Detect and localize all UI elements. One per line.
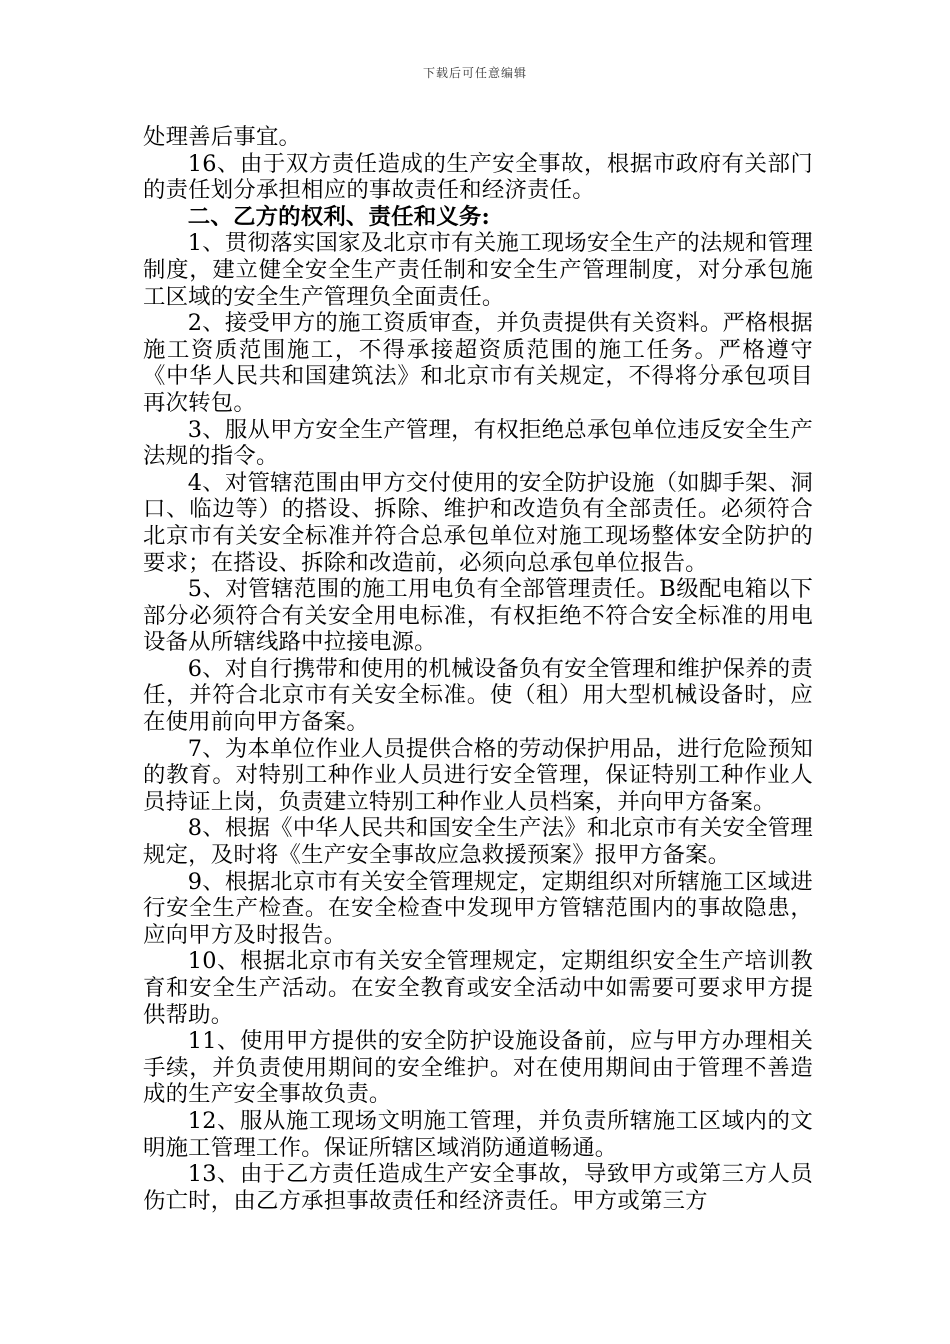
paragraph-item-4: 4、对管辖范围由甲方交付使用的安全防护设施（如脚手架、洞口、临边等）的搭设、拆除、维护和改造负有全部责任。必须符合北京市有关安全标准并符合总承包单位对施工现场整体安全防护的要求；在搭设、拆除和改造前，必须向总承包单位报告。 (143, 469, 813, 576)
paragraph-continuation: 处理善后事宜。 (143, 124, 302, 150)
document-body (143, 124, 813, 1214)
page-header: 下载后可任意编辑 (422, 66, 527, 80)
section-heading: 二、乙方的权利、责任和义务: (187, 203, 490, 230)
paragraph-item-2: 2、接受甲方的施工资质审查，并负责提供有关资料。严格根据施工资质范围施工，不得承接超资质范围的施工任务。严格遵守《中华人民共和国建筑法》和北京市有关规定，不得将分承包项目再次转包。 (143, 310, 813, 416)
paragraph-item-11: 11、使用甲方提供的安全防护设施设备前，应与甲方办理相关手续，并负责使用期间的安全维护。对在使用期间由于管理不善造成的生产安全事故负责。 (143, 1028, 813, 1108)
paragraph-item-8: 8、根据《中华人民共和国安全生产法》和北京市有关安全管理规定，及时将《生产安全事故应急救援预案》报甲方备案。 (143, 815, 813, 869)
paragraph-item-6: 6、对自行携带和使用的机械设备负有安全管理和维护保养的责任，并符合北京市有关安全标准。使（租）用大型机械设备时，应在使用前向甲方备案。 (143, 655, 813, 736)
paragraph-item-3: 3、服从甲方安全生产管理，有权拒绝总承包单位违反安全生产法规的指令。 (143, 416, 813, 470)
paragraph-item-16: 16、由于双方责任造成的生产安全事故，根据市政府有关部门的责任划分承担相应的事故责任和经济责任。 (143, 150, 813, 204)
paragraph-item-7: 7、为本单位作业人员提供合格的劳动保护用品，进行危险预知的教育。对特别工种作业人员进行安全管理，保证特别工种作业人员持证上岗，负责建立特别工种作业人员档案，并向甲方备案。 (143, 735, 813, 815)
paragraph-item-1: 1、贯彻落实国家及北京市有关施工现场安全生产的法规和管理制度，建立健全安全生产责任制和安全生产管理制度，对分承包施工区域的安全生产管理负全面责任。 (143, 230, 813, 310)
paragraph-item-10: 10、根据北京市有关安全管理规定，定期组织安全生产培训教育和安全生产活动。在安全教育或安全活动中如需要可要求甲方提供帮助。 (143, 948, 813, 1028)
paragraph-item-5: 5、对管辖范围的施工用电负有全部管理责任。B级配电箱以下部分必须符合有关安全用电标准，有权拒绝不符合安全标准的用电设备从所辖线路中拉接电源。 (143, 576, 813, 656)
paragraph-item-13: 13、由于乙方责任造成生产安全事故，导致甲方或第三方人员伤亡时，由乙方承担事故责任和经济责任。甲方或第三方 (143, 1161, 813, 1214)
paragraph-item-9: 9、根据北京市有关安全管理规定，定期组织对所辖施工区域进行安全生产检查。在安全检查中发现甲方管辖范围内的事故隐患，应向甲方及时报告。 (143, 868, 813, 948)
paragraph-item-12: 12、服从施工现场文明施工管理，并负责所辖施工区域内的文明施工管理工作。保证所辖区域消防通道畅通。 (143, 1107, 813, 1161)
